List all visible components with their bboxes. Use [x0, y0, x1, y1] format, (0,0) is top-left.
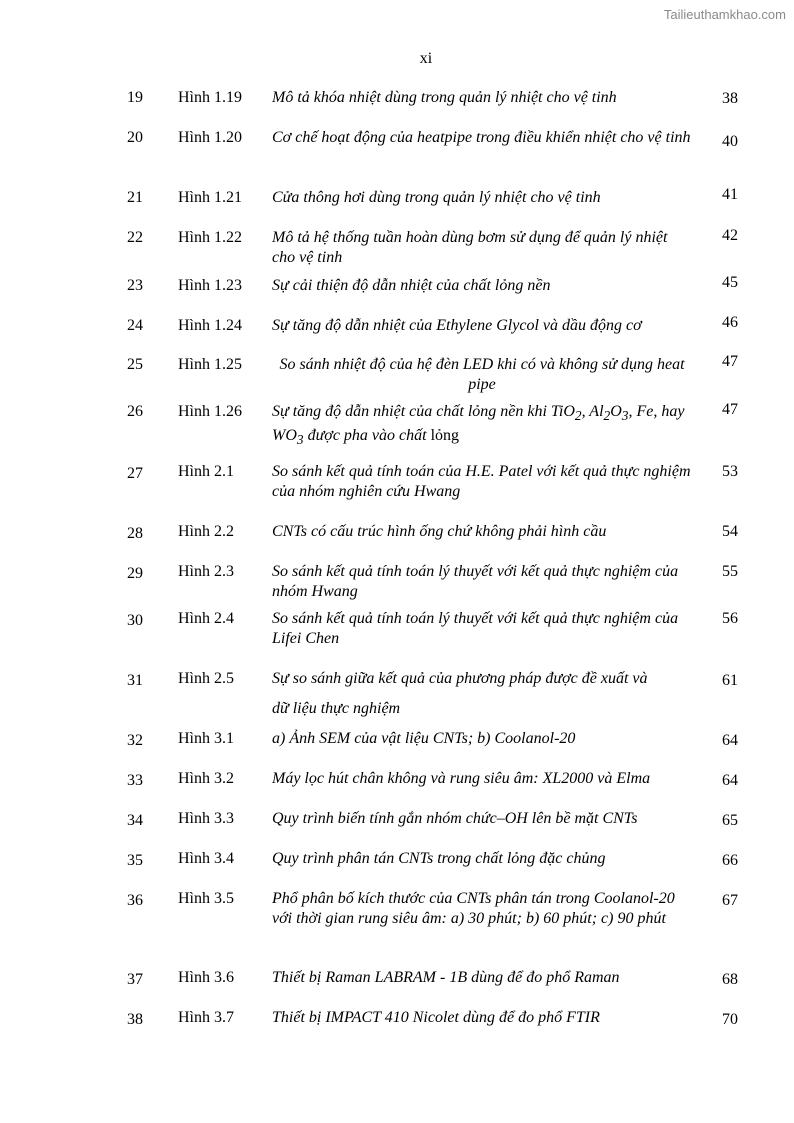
- page-ref: 53: [722, 463, 738, 480]
- figure-caption: Mô tả hệ thống tuần hoàn dùng bơm sử dụng để quản lý nhiệt cho vệ tinh: [272, 229, 668, 266]
- figure-caption: Sự tăng độ dẫn nhiệt của Ethylene Glycol và dầu động cơ: [272, 317, 642, 334]
- row-number: 31: [127, 672, 143, 689]
- row-number: 34: [127, 812, 143, 829]
- page-ref: 45: [722, 274, 738, 291]
- page-ref: 65: [722, 812, 738, 829]
- figure-label: Hình 3.6: [178, 969, 234, 986]
- watermark: Tailieuthamkhao.com: [663, 7, 786, 22]
- row-number: 32: [127, 732, 143, 749]
- figure-caption: Sự cải thiện độ dẫn nhiệt của chất lỏng nền: [272, 277, 551, 294]
- figure-label: Hình 2.3: [178, 563, 234, 580]
- figure-label: Hình 2.2: [178, 523, 234, 540]
- page-ref: 55: [722, 563, 738, 580]
- row-number: 30: [127, 612, 143, 629]
- row-number: 26: [127, 403, 143, 420]
- row-number: 38: [127, 1011, 143, 1028]
- row-number: 19: [127, 89, 143, 106]
- row-number: 24: [127, 317, 143, 334]
- row-number: 23: [127, 277, 143, 294]
- page-ref: 66: [722, 852, 738, 869]
- figure-label: Hình 3.4: [178, 850, 234, 867]
- row-number: 29: [127, 565, 143, 582]
- figure-caption: Cơ chế hoạt động của heatpipe trong điều khiển nhiệt cho vệ tinh: [272, 129, 691, 146]
- figure-caption: So sánh nhiệt độ của hệ đèn LED khi có và không sử dụng heat pipe: [279, 356, 685, 393]
- page-number: xi: [419, 50, 433, 67]
- page-ref: 61: [722, 672, 738, 689]
- figure-caption: So sánh kết quả tính toán lý thuyết với kết quả thực nghiệm của nhóm Hwang: [272, 563, 679, 600]
- figure-label: Hình 3.5: [178, 890, 234, 907]
- figure-label: Hình 1.21: [178, 189, 242, 206]
- figure-caption: Sự tăng độ dẫn nhiệt của chất lỏng nền khi TiO$_2$, $Al_2O_3$, Fe, hay $WO_3$ được pha vào chất lỏng: [272, 403, 685, 448]
- figure-label: Hình 1.25: [178, 356, 242, 373]
- figure-label: Hình 2.1: [178, 463, 234, 480]
- figure-caption: Mô tả khóa nhiệt dùng trong quản lý nhiệt cho vệ tinh: [272, 89, 617, 106]
- page-ref: 40: [722, 133, 738, 150]
- figure-label: Hình 1.26: [178, 403, 242, 420]
- figure-caption: Quy trình biến tính gắn nhóm chức–OH lên bề mặt CNTs: [272, 810, 638, 827]
- figure-label: Hình 2.5: [178, 670, 234, 687]
- figure-caption: Quy trình phân tán CNTs trong chất lỏng đặc chủng: [272, 850, 606, 867]
- figure-caption: So sánh kết quả tính toán của H.E. Patel với kết quả thực nghiệm của nhóm nghiên cứu Hwang: [272, 463, 691, 500]
- row-number: 28: [127, 525, 143, 542]
- figure-caption: Sự so sánh giữa kết quả của phương pháp được đề xuất và: [272, 670, 648, 687]
- page-ref: 54: [722, 523, 738, 540]
- page-ref: 64: [722, 772, 738, 789]
- figure-caption: Phổ phân bố kích thước của CNTs phân tán trong Coolanol-20 với thời gian rung siêu âm: a) 30 phút; b) 60 phút; c) 90 phút: [272, 890, 675, 927]
- row-number: 20: [127, 129, 143, 146]
- page-ref: 56: [722, 610, 738, 627]
- page-ref: 64: [722, 732, 738, 749]
- row-number: 36: [127, 892, 143, 909]
- figure-label: Hình 1.19: [178, 89, 242, 106]
- page-ref: 67: [722, 892, 738, 909]
- figure-caption: So sánh kết quả tính toán lý thuyết với kết quả thực nghiệm của Lifei Chen: [272, 610, 679, 647]
- row-number: 27: [127, 465, 143, 482]
- figure-label: Hình 2.4: [178, 610, 234, 627]
- page-ref: 68: [722, 971, 738, 988]
- figure-caption: Thiết bị Raman LABRAM - 1B dùng để đo phổ Raman: [272, 969, 620, 986]
- row-number: 33: [127, 772, 143, 789]
- row-number: 22: [127, 229, 143, 246]
- figure-label: Hình 1.24: [178, 317, 242, 334]
- page-ref: 46: [722, 314, 738, 331]
- figure-label: Hình 1.23: [178, 277, 242, 294]
- page-ref: 47: [722, 353, 738, 370]
- figure-caption: Máy lọc hút chân không và rung siêu âm: XL2000 và Elma: [272, 770, 651, 787]
- figure-label: Hình 3.3: [178, 810, 234, 827]
- page-ref: 47: [722, 401, 738, 418]
- row-number: 21: [127, 189, 143, 206]
- page-ref: 70: [722, 1011, 738, 1028]
- figure-label: Hình 1.22: [178, 229, 242, 246]
- row-number: 35: [127, 852, 143, 869]
- figure-label: Hình 3.1: [178, 730, 234, 747]
- row-number: 25: [127, 356, 143, 373]
- row-number: 37: [127, 971, 143, 988]
- figure-caption: a) Ảnh SEM của vật liệu CNTs; b) Coolanol-20: [272, 730, 576, 747]
- page-ref: 42: [722, 227, 738, 244]
- figure-caption: CNTs có cấu trúc hình ống chứ không phải hình cầu: [272, 523, 607, 540]
- figure-caption-continued: dữ liệu thực nghiệm: [272, 700, 401, 717]
- page-ref: 38: [722, 90, 738, 107]
- figure-label: Hình 3.2: [178, 770, 234, 787]
- figure-caption: Thiết bị IMPACT 410 Nicolet dùng để đo phổ FTIR: [272, 1009, 600, 1026]
- figure-caption: Cửa thông hơi dùng trong quản lý nhiệt cho vệ tinh: [272, 189, 601, 206]
- figure-label: Hình 1.20: [178, 129, 242, 146]
- page-ref: 41: [722, 186, 738, 203]
- figure-label: Hình 3.7: [178, 1009, 234, 1026]
